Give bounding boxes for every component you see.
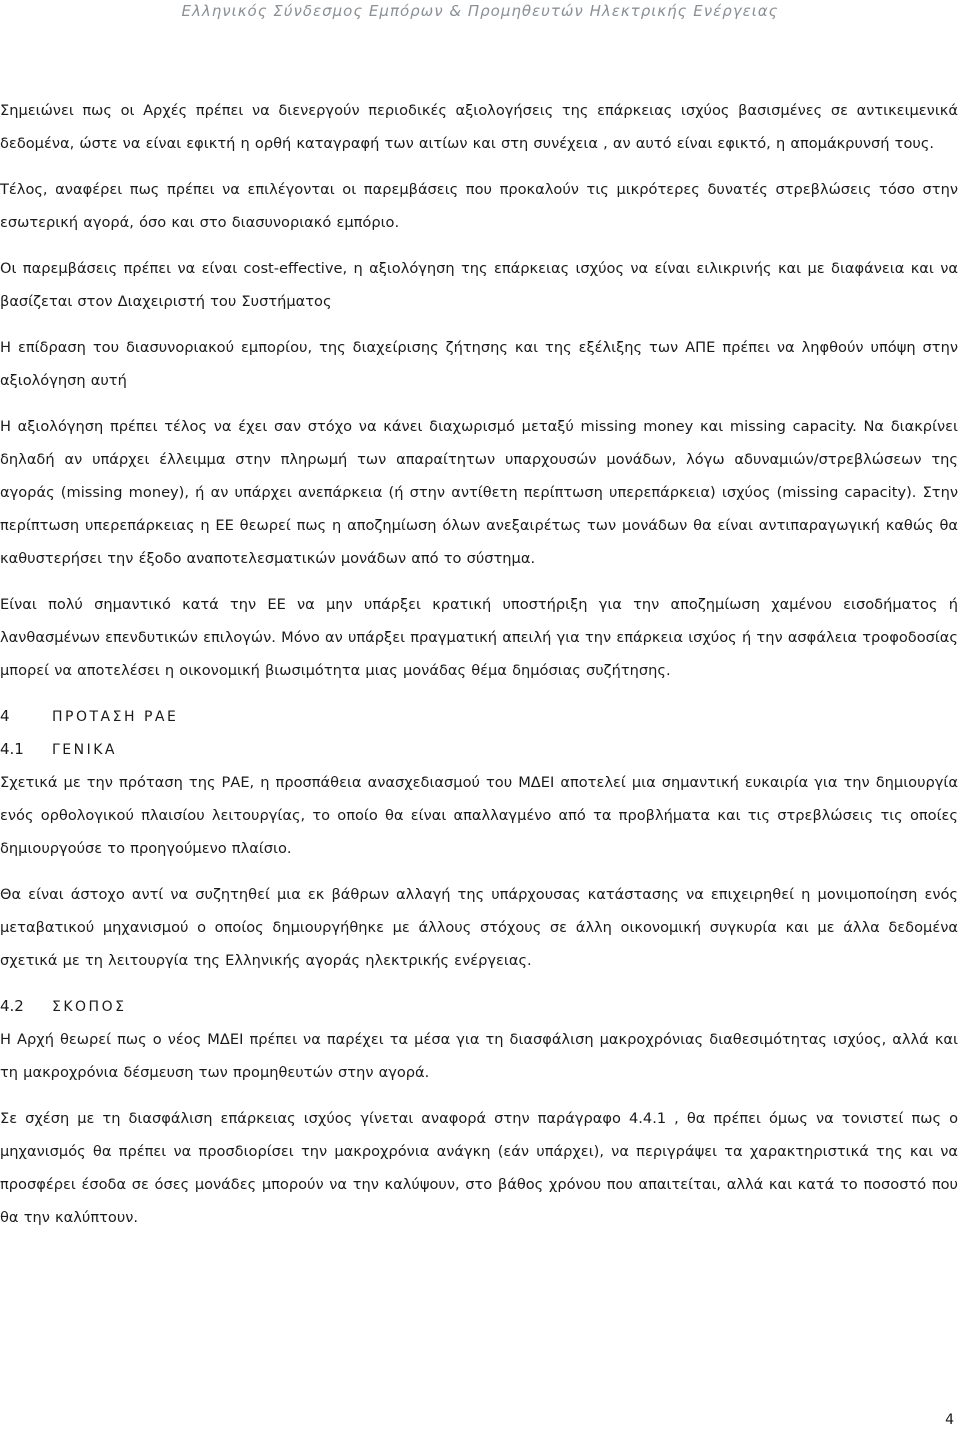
page-number: 4 <box>945 1412 954 1428</box>
section-number: 4 <box>0 707 10 725</box>
section-number: 4.1 <box>0 740 24 758</box>
section-title: ΓΕΝΙΚΑ <box>52 742 118 758</box>
paragraph-cost-effective: Οι παρεμβάσεις πρέπει να είναι cost-effective, η αξιολόγηση της επάρκειας ισχύος να είναι ειλικρινής και με διαφάνεια και να βασίζεται στον Διαχειριστή του Συστήματος <box>0 260 958 310</box>
paragraph-state-support: Είναι πολύ σημαντικό κατά την ΕΕ να μην υπάρξει κρατική υποστήριξη για την αποζημίωση χαμένου εισοδήματος ή λανθασμένων επενδυτικών επιλογών. Μόνο αν υπάρξει πραγματική απειλή για την επάρκεια ισχύος ή την ασφάλεια τροφοδοσίας μπορεί να αποτελέσει η οικονομική βιωσιμότητα μιας μονάδας θέμα δημόσιας συζήτησης. <box>0 596 958 679</box>
section-heading-4-2 <box>0 990 958 1023</box>
paragraph-cross-border-impact: Η επίδραση του διασυνοριακού εμπορίου, της διαχείρισης ζήτησης και της εξέλιξης των ΑΠΕ πρέπει να ληφθούν υπόψη στην αξιολόγηση αυτή <box>0 339 958 389</box>
paragraph-adequacy-mechanism: Σε σχέση με τη διασφάλιση επάρκειας ισχύος γίνεται αναφορά στην παράγραφο 4.4.1 , θα πρέπει όμως να τονιστεί πως ο μηχανισμός θα πρέπει να προσδιορίσει την μακροχρόνια ανάγκη (εάν υπάρχει), να περιγράψει τα χαρακτηριστικά της και να προσφέρει έσοδα σε όσες μονάδες μπορούν να την καλύψουν, στο βάθος χρόνου που απαιτείται, αλλά και κατά το ποσοστό που θα την καλύπτουν. <box>0 1110 958 1226</box>
paragraph-transitional-mechanism: Θα είναι άστοχο αντί να συζητηθεί μια εκ βάθρων αλλαγή της υπάρχουσας κατάστασης να επιχειρηθεί η μονιμοποίηση ενός μεταβατικού μηχανισμού ο οποίος δημιουργήθηκε με άλλους στόχους σε άλλη οικονομική συγκυρία και με άλλα δεδομένα σχετικά με τη λειτουργία της Ελληνικής αγοράς ηλεκτρικής ενέργειας. <box>0 886 958 969</box>
paragraph-missing-money-capacity: Η αξιολόγηση πρέπει τέλος να έχει σαν στόχο να κάνει διαχωρισμό μεταξύ missing money και missing capacity. Να διακρίνει δηλαδή αν υπάρχει έλλειμμα στην πληρωμή των απαραίτητων υπαρχουσών μονάδων, λόγω αδυναμιών/στρεβλώσεων της αγοράς (missing money), ή αν υπάρχει ανεπάρκεια (ή στην αντίθετη περίπτωση υπερεπάρκεια) ισχύος (missing capacity). Στην περίπτωση υπερεπάρκειας η ΕΕ θεωρεί πως η αποζημίωση όλων ανεξαιρέτως των μονάδων θα είναι αντιπαραγωγική καθώς θα καθυστερήσει την έξοδο αναποτελεσματικών μονάδων από το σύστημα. <box>0 418 958 567</box>
document-body <box>0 94 958 1247</box>
paragraph-periodic-assessments: Σημειώνει πως οι Αρχές πρέπει να διενεργούν περιοδικές αξιολογήσεις της επάρκειας ισχύος βασισμένες σε αντικειμενικά δεδομένα, ώστε να είναι εφικτή η ορθή καταγραφή των αιτίων και στη συνέχεια , αν αυτό είναι εφικτό, η απομάκρυνσή τους. <box>0 102 958 152</box>
section-heading-4 <box>0 700 958 733</box>
section-title: ΠΡΟΤΑΣΗ ΡΑΕ <box>52 709 179 725</box>
section-title: ΣΚΟΠΟΣ <box>52 999 127 1015</box>
paragraph-long-term-availability: Η Αρχή θεωρεί πως ο νέος ΜΔΕΙ πρέπει να παρέχει τα μέσα για τη διασφάλιση μακροχρόνιας διαθεσιμότητας ισχύος, αλλά και τη μακροχρόνια δέσμευση των προμηθευτών στην αγορά. <box>0 1031 958 1081</box>
section-heading-4-1 <box>0 733 958 766</box>
paragraph-minimal-distortions: Τέλος, αναφέρει πως πρέπει να επιλέγονται οι παρεμβάσεις που προκαλούν τις μικρότερες δυνατές στρεβλώσεις τόσο στην εσωτερική αγορά, όσο και στο διασυνοριακό εμπόριο. <box>0 181 958 231</box>
paragraph-rae-proposal: Σχετικά με την πρόταση της ΡΑΕ, η προσπάθεια ανασχεδιασμού του ΜΔΕΙ αποτελεί μια σημαντική ευκαιρία για την δημιουργία ενός ορθολογικού πλαισίου λειτουργίας, το οποίο θα είναι απαλλαγμένο από τα προβλήματα και τις στρεβλώσεις τις οποίες δημιουργούσε το προηγούμενο πλαίσιο. <box>0 774 958 857</box>
section-number: 4.2 <box>0 997 24 1015</box>
running-header: Ελληνικός Σύνδεσμος Εμπόρων & Προμηθευτών Ηλεκτρικής Ενέργειας <box>181 2 779 20</box>
